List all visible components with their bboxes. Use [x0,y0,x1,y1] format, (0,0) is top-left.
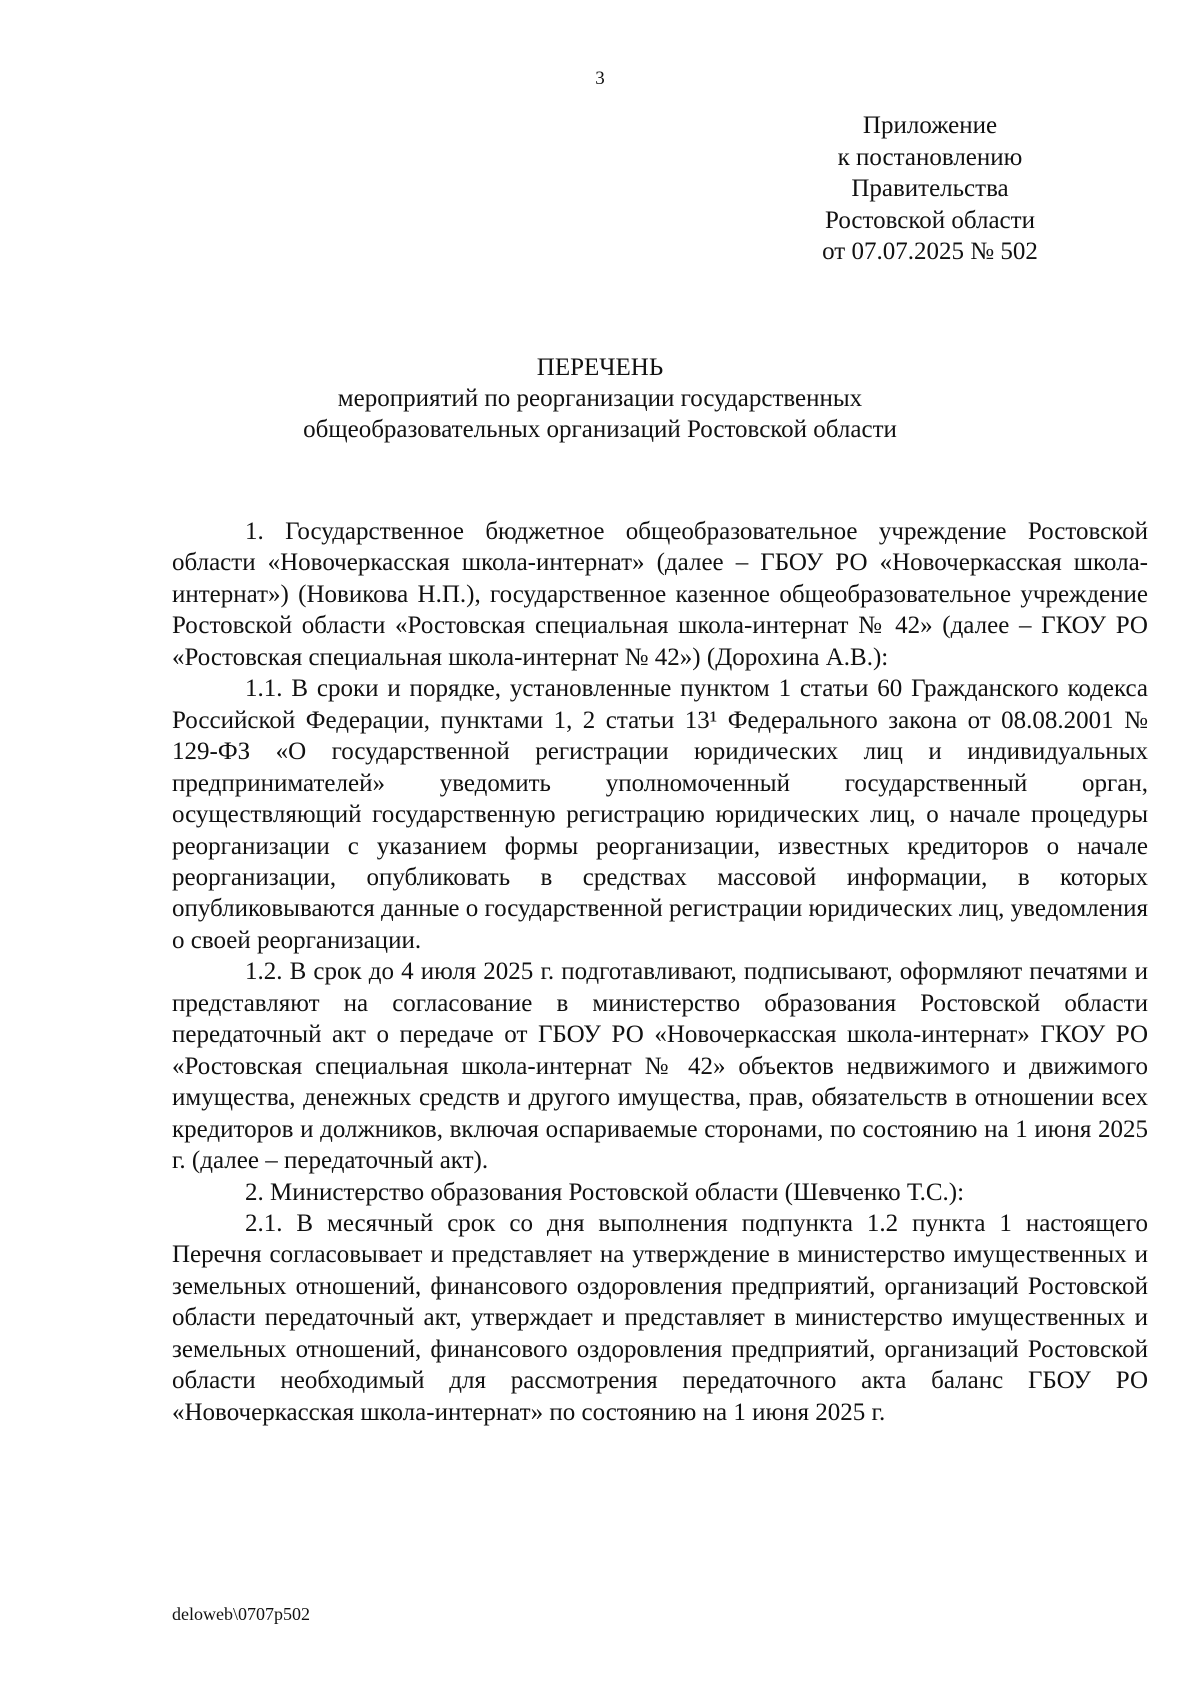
document-title: ПЕРЕЧЕНЬ [536,354,664,381]
appendix-block [790,110,1070,268]
appendix-line: Ростовской области [825,206,1035,234]
appendix-line: Приложение [862,112,998,139]
paragraph-2: 2. Министерство образования Ростовской области (Шевченко Т.С.): [245,1178,965,1206]
appendix-line: Правительства [851,175,1009,202]
paragraph-1-2: 1.2. В срок до 4 июля 2025 г. подготавливают, подписывают, оформляют печатями и представляют на согласование в министерство образования Ростовской области передаточный акт о передаче от ГБОУ РО «Новочеркасская школа-интернат» ГКОУ РО «Ростовская специальная школа-интернат № 42» объектов недвижимого и движимого имущества, денежных средств и другого имущества, прав, обязательств в отношении всех кредиторов и должников, включая оспариваемые сторонами, по состоянию на 1 июня 2025 г. (далее – передаточный акт). [172,958,1148,1175]
document-body [172,516,1148,1428]
paragraph-1-1: 1.1. В сроки и порядке, установленные пунктом 1 статьи 60 Гражданского кодекса Российской Федерации, пунктами 1, 2 статьи 13¹ Федерального закона от 08.08.2001 № 129-ФЗ «О государственной регистрации юридических лиц и индивидуальных предпринимателей» уведомить уполномоченный государственный орган, осуществляющий государственную регистрацию юридических лиц, о начале процедуры реорганизации с указанием формы реорганизации, известных кредиторов о начале реорганизации, опубликовать в средствах массовой информации, в которых опубликовываются данные о государственной регистрации юридических лиц, уведомления о своей реорганизации. [172,675,1148,954]
document-subtitle-line: мероприятий по реорганизации государственных [337,385,863,412]
appendix-line: от 07.07.2025 № 502 [822,238,1038,265]
paragraph-2-1: 2.1. В месячный срок со дня выполнения подпункта 1.2 пункта 1 настоящего Перечня согласовывает и представляет на утверждение в министерство имущественных и земельных отношений, финансового оздоровления предприятий, организаций Ростовской области передаточный акт, утверждает и представляет в министерство имущественных и земельных отношений, финансового оздоровления предприятий, организаций Ростовской области необходимый для рассмотрения передаточного акта баланс ГБОУ РО «Новочеркасская школа-интернат» по состоянию на 1 июня 2025 г. [172,1209,1148,1426]
footer-file-code: deloweb\0707p502 [172,1604,310,1624]
page-number: 3 [595,68,605,89]
paragraph-1: 1. Государственное бюджетное общеобразовательное учреждение Ростовской области «Новочеркасская школа-интернат» (далее – ГБОУ РО «Новочеркасская школа-интернат») (Новикова Н.П.), государственное казенное общеобразовательное учреждение Ростовской области «Ростовская специальная школа-интернат № 42» (далее – ГКОУ РО «Ростовская специальная школа-интернат № 42») (Дорохина А.В.): [172,518,1148,671]
document-subtitle-line: общеобразовательных организаций Ростовской области [303,416,897,443]
appendix-line: к постановлению [837,143,1023,171]
document-heading [0,352,1200,445]
